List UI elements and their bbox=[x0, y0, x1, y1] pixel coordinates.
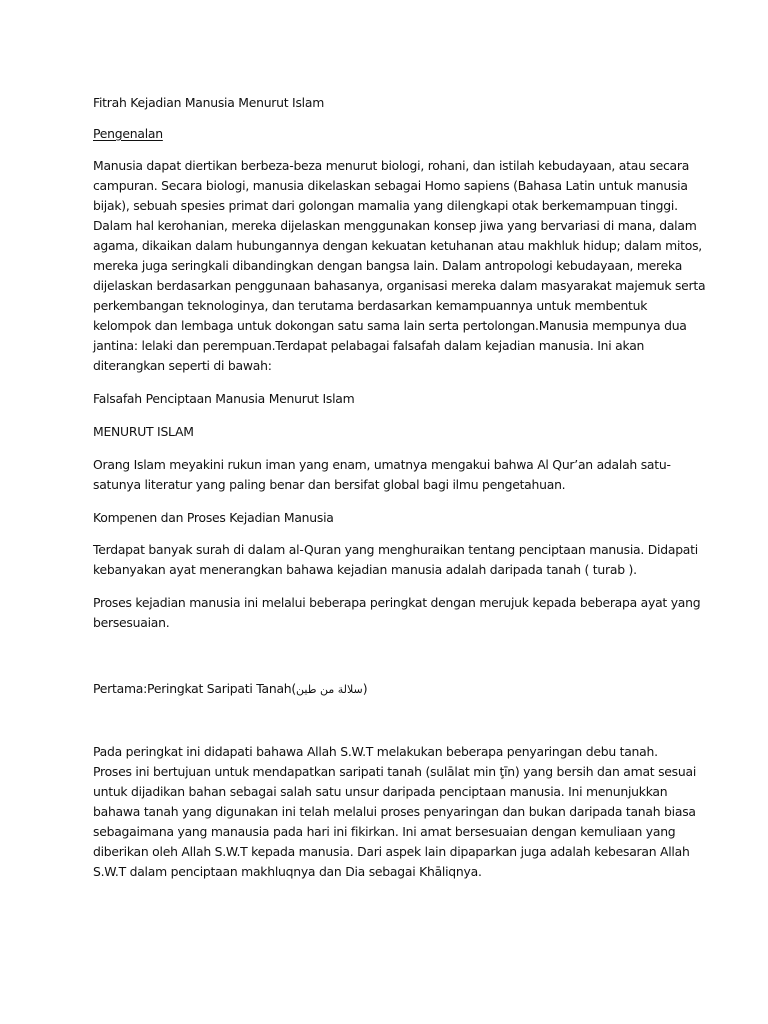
paragraph-line: bersesuaian. bbox=[93, 615, 170, 630]
paragraph-line: Orang Islam meyakini rukun iman yang enam, umatnya mengakui bahwa Al Qur’an adalah satu- bbox=[93, 457, 671, 472]
falsafah-heading: Falsafah Penciptaan Manusia Menurut Islam bbox=[93, 391, 355, 406]
paragraph-line: dijelaskan berdasarkan penggunaan bahasanya, organisasi mereka dalam masyarakat majemuk serta bbox=[93, 278, 706, 293]
pertama-heading-label: Pertama:Peringkat Saripati Tanah bbox=[93, 681, 292, 696]
paragraph-line: campuran. Secara biologi, manusia dikelaskan sebagai Homo sapiens (Bahasa Latin untuk manusia bbox=[93, 178, 688, 193]
paragraph-line: kelompok dan lembaga untuk dokongan satu sama lain serta pertolongan.Manusia mempunya dua bbox=[93, 318, 687, 333]
paragraph-line: Pada peringkat ini didapati bahawa Allah S.W.T melakukan beberapa penyaringan debu tanah. bbox=[93, 744, 658, 759]
paragraph-line: Proses kejadian manusia ini melalui beberapa peringkat dengan merujuk kepada beberapa ayat yang bbox=[93, 595, 701, 610]
paragraph-line: S.W.T dalam penciptaan makhluqnya dan Dia sebagai Khāliqnya. bbox=[93, 864, 482, 879]
paragraph-line: Terdapat banyak surah di dalam al-Quran yang menghuraikan tentang penciptaan manusia. Didapati bbox=[93, 542, 698, 557]
paragraph-line: bahawa tanah yang digunakan ini telah melalui proses penyaringan dan bukan daripada tanah biasa bbox=[93, 804, 696, 819]
paragraph-line: Dalam hal kerohanian, mereka dijelaskan menggunakan konsep jiwa yang bervariasi di mana, dalam bbox=[93, 218, 697, 233]
paragraph-line: kebanyakan ayat menerangkan bahawa kejadian manusia adalah daripada tanah ( turab ). bbox=[93, 562, 637, 577]
paragraph-line: satunya literatur yang paling benar dan bersifat global bagi ilmu pengetahuan. bbox=[93, 477, 566, 492]
intro-heading: Pengenalan bbox=[93, 126, 163, 141]
paragraph-line: Manusia dapat diertikan berbeza-beza menurut biologi, rohani, dan istilah kebudayaan, atau secara bbox=[93, 158, 690, 173]
paragraph-line: diterangkan seperti di bawah: bbox=[93, 358, 272, 373]
pertama-open-paren: ( bbox=[291, 681, 296, 696]
pertama-close-paren: ) bbox=[362, 681, 368, 696]
pertama-heading bbox=[93, 679, 367, 700]
paragraph-line: agama, dikaikan dalam hubungannya dengan kekuatan ketuhanan atau makhluk hidup; dalam mitos, bbox=[93, 238, 702, 253]
paragraph-line: Proses ini bertujuan untuk mendapatkan saripati tanah (sulālat min ţīn) yang bersih dan amat sesuai bbox=[93, 764, 697, 779]
paragraph-line: bijak), sebuah spesies primat dari golongan mamalia yang dilengkapi otak berkemampuan tinggi. bbox=[93, 198, 678, 213]
kompenen-heading: Kompenen dan Proses Kejadian Manusia bbox=[93, 510, 334, 525]
arabic-term: سلالة من طين bbox=[296, 683, 363, 696]
paragraph-line: jantina: lelaki dan perempuan.Terdapat pelabagai falsafah dalam kejadian manusia. Ini akan bbox=[93, 338, 645, 353]
paragraph-line: sebagaimana yang manausia pada hari ini fikirkan. Ini amat bersesuaian dengan kemuliaan yang bbox=[93, 824, 676, 839]
paragraph-line: untuk dijadikan bahan sebagai salah satu unsur daripada penciptaan manusia. Ini menunjukkan bbox=[93, 784, 668, 799]
document-title: Fitrah Kejadian Manusia Menurut Islam bbox=[93, 95, 325, 110]
paragraph-line: diberikan oleh Allah S.W.T kepada manusia. Dari aspek lain dipaparkan juga adalah kebesaran Allah bbox=[93, 844, 690, 859]
paragraph-line: perkembangan teknologinya, dan terutama berdasarkan kemampuannya untuk membentuk bbox=[93, 298, 648, 313]
paragraph-line: mereka juga seringkali dibandingkan dengan bangsa lain. Dalam antropologi kebudayaan, mereka bbox=[93, 258, 683, 273]
menurut-heading: MENURUT ISLAM bbox=[93, 424, 194, 439]
